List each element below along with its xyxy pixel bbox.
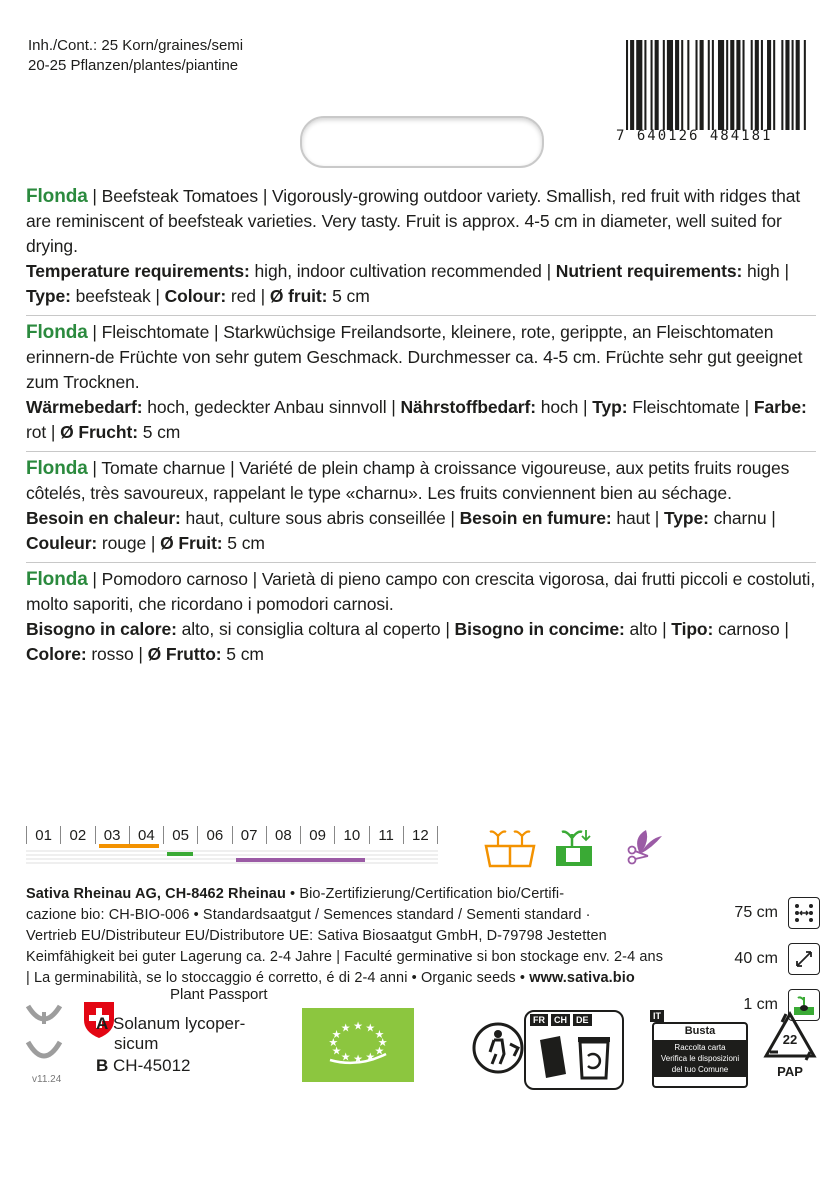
variety-name: Flonda	[26, 186, 88, 207]
colour-label: Couleur:	[26, 533, 98, 553]
barcode-bar	[804, 40, 806, 130]
barcode-bar	[761, 40, 763, 130]
eu-star: ★	[374, 1045, 385, 1058]
type-value: carnoso |	[713, 619, 789, 639]
company-line-3: Vertrieb EU/Distributeur EU/Distributore UE: Sativa Biosaatgut GmbH, D-79798 Jestetten	[26, 928, 607, 944]
month-divider	[437, 826, 438, 844]
colour-label: Colore:	[26, 644, 87, 664]
diameter-label: Ø Frutto:	[147, 644, 222, 664]
calendar-bar-indoor-sowing	[99, 844, 160, 848]
month-label: 08	[275, 826, 292, 844]
diameter-value: 5 cm	[221, 644, 264, 664]
diameter-label: Ø fruit:	[269, 286, 328, 306]
company-line-4: Keimfähigkeit bei guter Lagerung ca. 2-4 Jahre | Faculté germinative si bon stockage env. 2-4 ans	[26, 949, 664, 965]
botanical-name-line2: sicum	[114, 1034, 159, 1053]
temp-label: Besoin en chaleur:	[26, 508, 181, 528]
diameter-value: 5 cm	[137, 422, 181, 442]
eu-star: ★	[365, 1022, 376, 1035]
eu-star: ★	[374, 1028, 385, 1041]
italy-line-1: Raccolta carta	[674, 1043, 726, 1052]
country-tags	[530, 1014, 592, 1026]
variety-name: Flonda	[26, 569, 88, 590]
nutrient-value: haut |	[611, 508, 664, 528]
tag-fr: FR	[530, 1014, 548, 1026]
fr-ch-de-sorting-box	[524, 1010, 624, 1090]
description-de	[26, 316, 816, 452]
eu-star: ★	[331, 1028, 342, 1041]
type-label: Tipo:	[671, 619, 714, 639]
company-info	[26, 884, 666, 989]
month-label: 10	[343, 826, 361, 844]
temp-value: alto, si consiglia coltura al coperto |	[176, 619, 455, 639]
barcode-bar	[736, 40, 740, 130]
company-line-1: • Bio-Zertifizierung/Certification bio/Certifi-	[285, 886, 565, 902]
growing-calendar	[26, 824, 438, 870]
diameter-label: Ø Frucht:	[60, 422, 138, 442]
description-it	[26, 563, 816, 673]
eu-star: ★	[340, 1022, 351, 1035]
variety-name: Flonda	[26, 458, 88, 479]
plant-passport	[18, 986, 308, 1096]
temp-label: Wärmebedarf:	[26, 397, 143, 417]
passport-a-letter: A	[96, 1014, 109, 1033]
barcode-number: 7 640126 484181	[616, 128, 773, 144]
italy-line-2: Verifica le disposizioni	[660, 1054, 740, 1063]
barcode-bar	[630, 40, 634, 130]
type-label: Typ:	[592, 397, 628, 417]
month-label: 05	[172, 826, 189, 844]
pap-number: 22	[782, 1032, 798, 1047]
content-info	[28, 36, 243, 76]
diameter-value: 5 cm	[327, 286, 370, 306]
barcode-bar	[755, 40, 759, 130]
barcode-bar	[796, 40, 800, 130]
month-label: 12	[412, 826, 429, 844]
temp-value: hoch, gedeckter Anbau sinnvoll |	[142, 397, 401, 417]
pap22-recycling-symbol	[760, 1008, 820, 1088]
intro-text: | Tomate charnue | Variété de plein champ à croissance vigoureuse, aux petits fruits rouges côtelés, très savoureux, rappelant le type «charnu». Les fruits conviennent bien au séchage.	[26, 458, 790, 503]
recycling-info	[470, 1008, 820, 1088]
barcode	[616, 40, 816, 150]
barcode-bar	[785, 40, 789, 130]
colour-value: rouge |	[97, 533, 161, 553]
company-line-2: cazione bio: CH-BIO-006 • Standardsaatgut / Semences standard / Sementi standard ·	[26, 907, 591, 923]
colour-label: Farbe:	[753, 397, 807, 417]
calendar-track	[26, 850, 438, 864]
version-label: v11.24	[32, 1074, 62, 1085]
colour-value: red |	[226, 286, 270, 306]
tag-it: IT	[650, 1010, 664, 1022]
description-en	[26, 180, 816, 316]
description-fr	[26, 452, 816, 563]
harvest-icon	[629, 830, 663, 864]
plant-spacing-icon	[788, 943, 820, 975]
nutrient-value: high |	[742, 261, 789, 281]
eu-star: ★	[328, 1037, 339, 1049]
italy-instructions	[654, 1040, 746, 1077]
colour-label: Colour:	[164, 286, 227, 306]
colour-value: rot |	[26, 422, 61, 442]
temp-value: haut, culture sous abris conseillée |	[180, 508, 460, 528]
barcode-bar	[781, 40, 783, 130]
content-line-2: 20-25 Pflanzen/plantes/piantine	[28, 57, 239, 74]
packet-window	[300, 116, 544, 168]
barcode-bar	[681, 40, 683, 130]
nutrient-label: Besoin en fumure:	[459, 508, 612, 528]
diameter-value: 5 cm	[222, 533, 265, 553]
month-label: 01	[35, 826, 52, 844]
italy-label	[652, 1022, 748, 1088]
barcode-bar	[767, 40, 771, 130]
month-label: 04	[138, 826, 155, 844]
row-spacing-icon	[788, 897, 820, 929]
plant-passport-title: Plant Passport	[170, 986, 268, 1003]
type-value: charnu |	[708, 508, 776, 528]
company-name: Sativa Rheinau AG, CH-8462 Rheinau	[26, 886, 286, 902]
eu-star: ★	[353, 1020, 363, 1033]
eu-star: ★	[365, 1051, 376, 1064]
calendar-bar-planting-out	[167, 852, 193, 856]
plant-spacing	[720, 936, 820, 982]
temp-label: Temperature requirements:	[26, 261, 250, 281]
passport-b-letter: B	[96, 1056, 109, 1075]
busta-title: Busta	[684, 1025, 716, 1037]
barcode-bar	[663, 40, 665, 130]
barcode-bar	[626, 40, 628, 130]
eu-star: ★	[331, 1045, 342, 1058]
barcode-bar	[743, 40, 745, 130]
producer-code	[96, 1056, 191, 1076]
month-label: 06	[206, 826, 224, 844]
barcode-bar	[651, 40, 653, 130]
content-line-1: Inh./Cont.: 25 Korn/graines/semi	[28, 37, 244, 54]
diameter-label: Ø Fruit:	[160, 533, 223, 553]
month-label: 03	[103, 826, 121, 844]
nutrient-value: alto |	[624, 619, 672, 639]
barcode-bars	[626, 40, 812, 130]
calendar-bar-harvest	[236, 858, 365, 862]
temp-value: high, indoor cultivation recommended |	[249, 261, 556, 281]
barcode-bar	[712, 40, 714, 130]
barcode-bar	[792, 40, 794, 130]
botanical-name	[96, 1014, 245, 1054]
barcode-bar	[726, 40, 728, 130]
paper-bin-icon	[536, 1032, 616, 1082]
temp-label: Bisogno in calore:	[26, 619, 177, 639]
italy-line-3: del tuo Comune	[671, 1065, 729, 1074]
barcode-bar	[718, 40, 724, 130]
triman-icon	[470, 1014, 526, 1078]
description-blocks	[26, 180, 816, 673]
month-label: 02	[69, 826, 87, 844]
nutrient-value: hoch |	[535, 397, 593, 417]
eu-organic-logo	[302, 1008, 414, 1082]
month-row	[26, 824, 438, 846]
producer-code-value: CH-45012	[113, 1056, 191, 1075]
barcode-bar	[675, 40, 679, 130]
tag-de: DE	[573, 1014, 592, 1026]
nutrient-label: Nutrient requirements:	[555, 261, 743, 281]
intro-text: | Pomodoro carnoso | Varietà di pieno campo con crescita vigorosa, dai frutti piccoli e costoluti, molto saporiti, che ricordano i pomodori carnosi.	[26, 569, 816, 614]
month-label: 11	[378, 826, 394, 844]
intro-text: | Beefsteak Tomatoes | Vigorously-growing outdoor variety. Smallish, red fruit with ridges that are reminiscent of beefsteak varieties. Very tasty. Fruit is approx. 4-5 cm in diameter, well suited for drying.	[26, 186, 801, 256]
botanical-name-line1: Solanum lycoper-	[113, 1014, 246, 1033]
barcode-bar	[730, 40, 734, 130]
month-label: 07	[240, 826, 258, 844]
eu-star: ★	[340, 1051, 351, 1064]
barcode-bar	[700, 40, 704, 130]
type-value: beefsteak |	[70, 286, 165, 306]
sowing-depth-value: 1 cm	[743, 996, 778, 1013]
company-line-5: | La germinabilità, se lo stoccaggio é corretto, é di 2-4 anni • Organic seeds •	[26, 970, 530, 986]
row-spacing	[720, 890, 820, 936]
type-value: Fleischtomate |	[627, 397, 754, 417]
intro-text: | Fleischtomate | Starkwüchsige Freilandsorte, kleinere, rote, gerippte, an Fleischtomaten erinnern-de Früchte von sehr gutem Geschmack. Durchmesser ca. 4-5 cm. Früchte sehr gut geeignet zum Trocknen.	[26, 322, 803, 392]
eu-star: ★	[353, 1053, 363, 1066]
website-link[interactable]: www.sativa.bio	[529, 970, 635, 986]
nutrient-label: Nährstoffbedarf:	[400, 397, 536, 417]
cultivation-icons	[482, 824, 672, 870]
nutrient-label: Bisogno in concime:	[454, 619, 625, 639]
type-label: Type:	[26, 286, 71, 306]
barcode-bar	[773, 40, 775, 130]
month-label: 09	[309, 826, 326, 844]
barcode-bar	[655, 40, 659, 130]
type-label: Type:	[663, 508, 709, 528]
transplant-icon	[556, 830, 592, 866]
plant-spacing-value: 40 cm	[734, 950, 778, 967]
row-spacing-value: 75 cm	[734, 904, 778, 921]
barcode-bar	[708, 40, 710, 130]
barcode-bar	[644, 40, 646, 130]
colour-value: rosso |	[86, 644, 148, 664]
barcode-bar	[636, 40, 642, 130]
barcode-bar	[695, 40, 697, 130]
pap-label: PAP	[777, 1064, 803, 1079]
variety-name: Flonda	[26, 322, 88, 343]
tag-ch: CH	[551, 1014, 570, 1026]
barcode-bar	[751, 40, 753, 130]
barcode-bar	[667, 40, 673, 130]
eu-stars-icon	[28, 1006, 60, 1056]
indoor-sowing-icon	[486, 832, 534, 867]
italy-sorting-box	[650, 1010, 746, 1086]
eu-star: ★	[377, 1037, 388, 1049]
barcode-bar	[687, 40, 689, 130]
